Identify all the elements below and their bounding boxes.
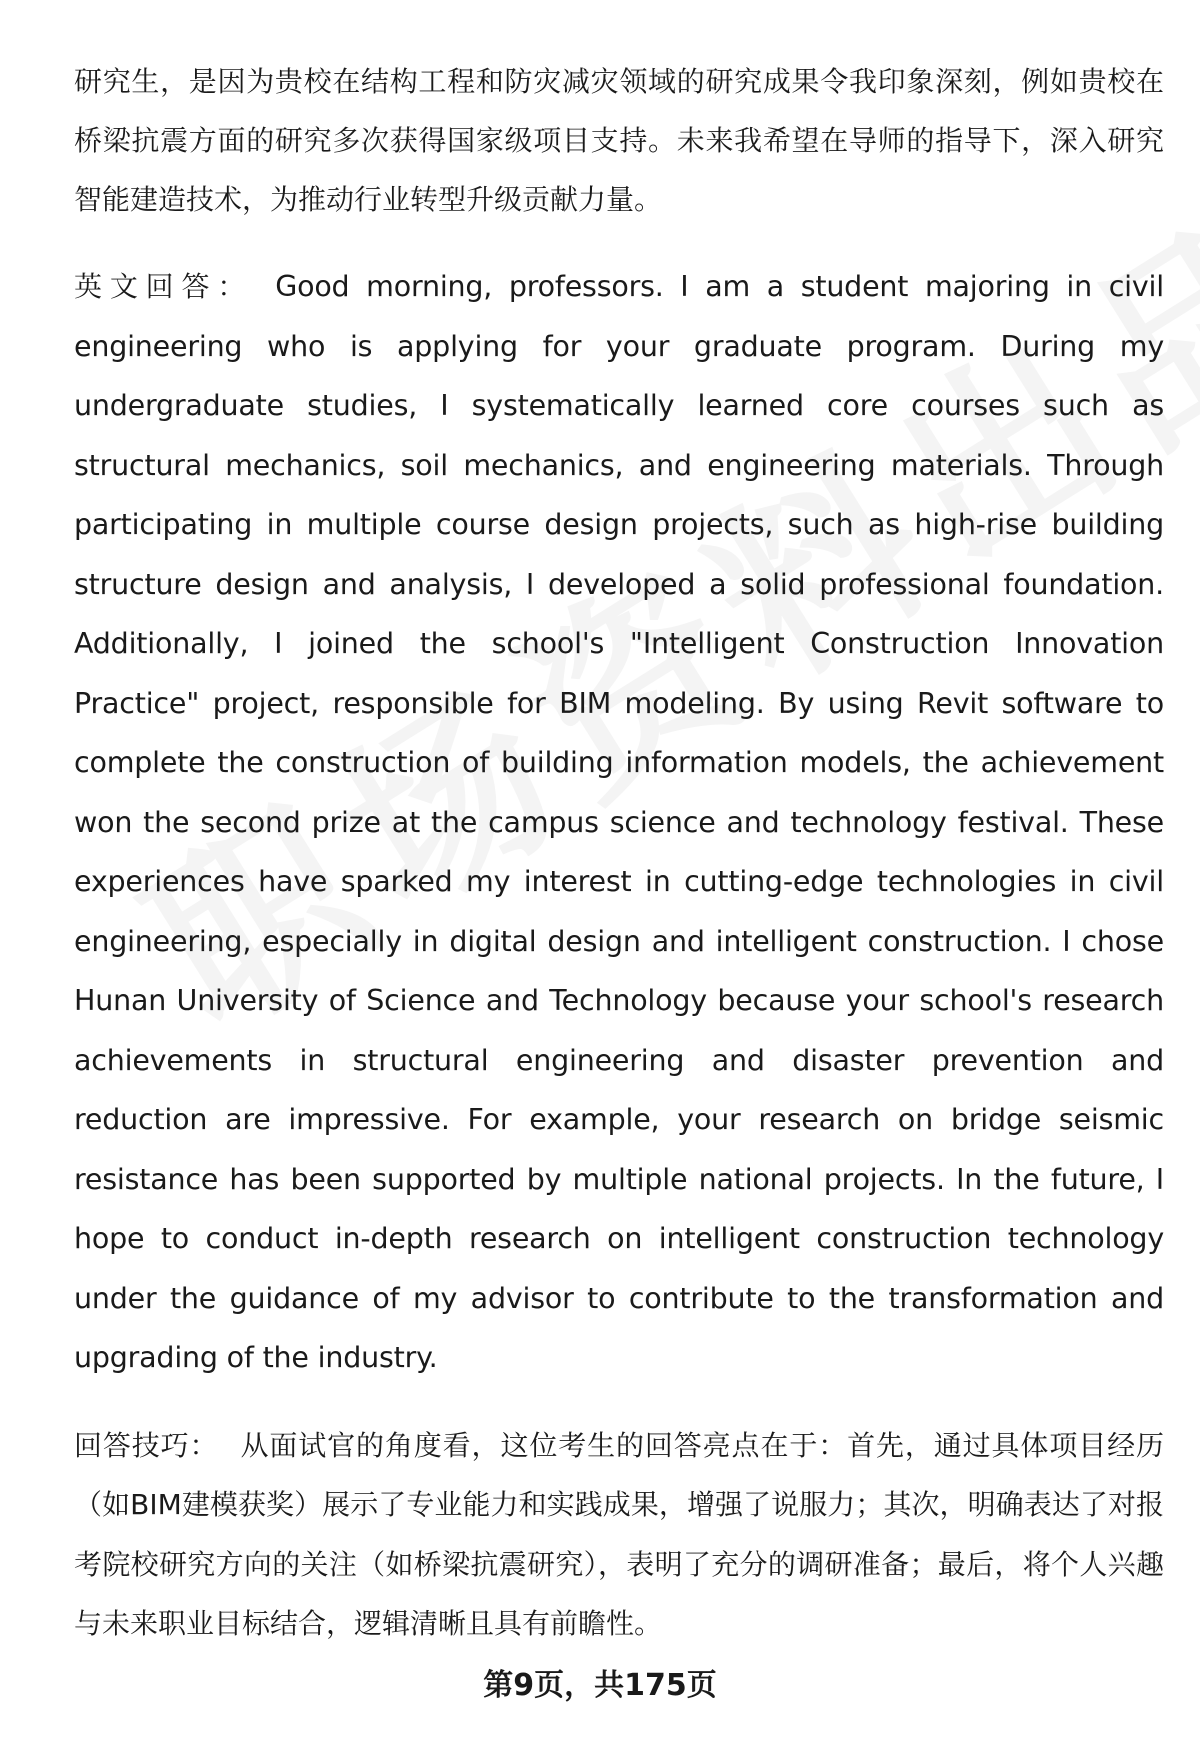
answer-tips-label: 回答技巧：: [74, 1428, 219, 1462]
document-body: [74, 52, 1164, 1654]
english-answer-text: Good morning, professors. I am a student majoring in civil engineering who is applying for your graduate program. During my undergraduate studies, I systematically learned core courses such as structural mechanics, soil mechanics, and engineering materials. Through participating in multiple course design projects, such as high-rise building structure design and analysis, I developed a solid professional foundation. Additionally, I joined the school's "Intelligent Construction Innovation Practice" project, responsible for BIM modeling. By using Revit software to complete the construction of building information models, the achievement won the second prize at the campus science and technology festival. These experiences have sparked my interest in cutting-edge technologies in civil engineering, especially in digital design and intelligent construction. I chose Hunan University of Science and Technology because your school's research achievements in structural engineering and disaster prevention and reduction are impressive. For example, your research on bridge seismic resistance has been supported by multiple national projects. In the future, I hope to conduct in-depth research on intelligent construction technology under the guidance of my advisor to contribute to the transformation and upgrading of the industry.: [74, 270, 1164, 1374]
page-number: 第9页，共175页: [483, 1668, 717, 1703]
answer-tips-paragraph: [74, 1416, 1164, 1654]
answer-tips-text: 从面试官的角度看，这位考生的回答亮点在于：首先，通过具体项目经历（如BIM建模获奖）展示了专业能力和实践成果，增强了说服力；其次，明确表达了对报考院校研究方向的关注（如桥梁抗震研究），表明了充分的调研准备；最后，将个人兴趣与未来职业目标结合，逻辑清晰且具有前瞻性。: [74, 1428, 1164, 1640]
intro-paragraph: 研究生，是因为贵校在结构工程和防灾减灾领域的研究成果令我印象深刻，例如贵校在桥梁抗震方面的研究多次获得国家级项目支持。未来我希望在导师的指导下，深入研究智能建造技术，为推动行业转型升级贡献力量。: [74, 65, 1164, 216]
english-answer-label: 英文回答：: [74, 270, 254, 303]
english-answer-paragraph: [74, 257, 1164, 1388]
